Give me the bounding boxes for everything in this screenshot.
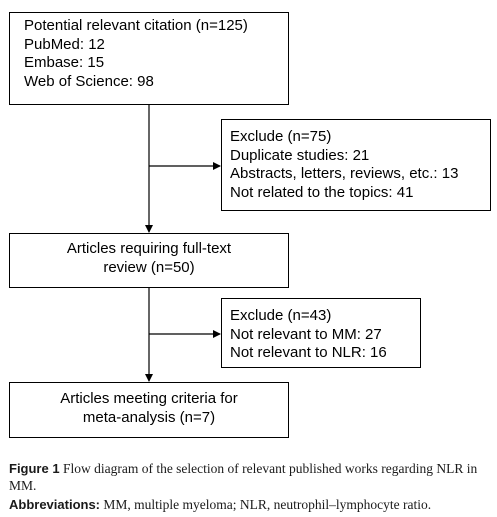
exclude-2-mm: Not relevant to MM: 27 [230, 325, 382, 343]
abbreviations-caption [9, 496, 494, 513]
figure-label: Figure 1 [9, 461, 60, 476]
citations-box [9, 12, 289, 105]
exclude-1-title: Exclude (n=75) [230, 128, 332, 145]
figure-caption-text: Flow diagram of the selection of relevant published works regarding NLR in MM. [9, 461, 478, 493]
citations-embase: Embase: 15 [24, 54, 105, 71]
abbreviations-label: Abbreviations: [9, 497, 101, 512]
exclude-2-nlr: Not relevant to NLR: 16 [230, 344, 387, 361]
citations-pubmed: PubMed: 12 [24, 35, 105, 53]
exclude-2-title: Exclude (n=43) [230, 307, 332, 324]
fulltext-review-box [9, 233, 289, 288]
exclude-1-abstracts: Abstracts, letters, reviews, etc.: 13 [230, 165, 459, 182]
abbreviations-text: MM, multiple myeloma; NLR, neutrophil–lymphocyte ratio. [100, 497, 432, 512]
meta-line-1: Articles meeting criteria for [60, 390, 238, 407]
citations-wos: Web of Science: 98 [24, 72, 154, 90]
exclude-1-duplicates: Duplicate studies: 21 [230, 146, 370, 164]
figure-caption [9, 460, 494, 494]
meta-line-2: meta-analysis (n=7) [82, 408, 216, 426]
citations-title: Potential relevant citation (n=125) [24, 17, 248, 34]
meta-analysis-box [9, 382, 289, 438]
exclude-1-unrelated: Not related to the topics: 41 [230, 183, 414, 201]
fulltext-line-2: review (n=50) [103, 258, 195, 276]
fulltext-line-1: Articles requiring full-text [66, 240, 232, 257]
exclude-box-1 [221, 119, 491, 211]
exclude-box-2 [221, 298, 421, 368]
